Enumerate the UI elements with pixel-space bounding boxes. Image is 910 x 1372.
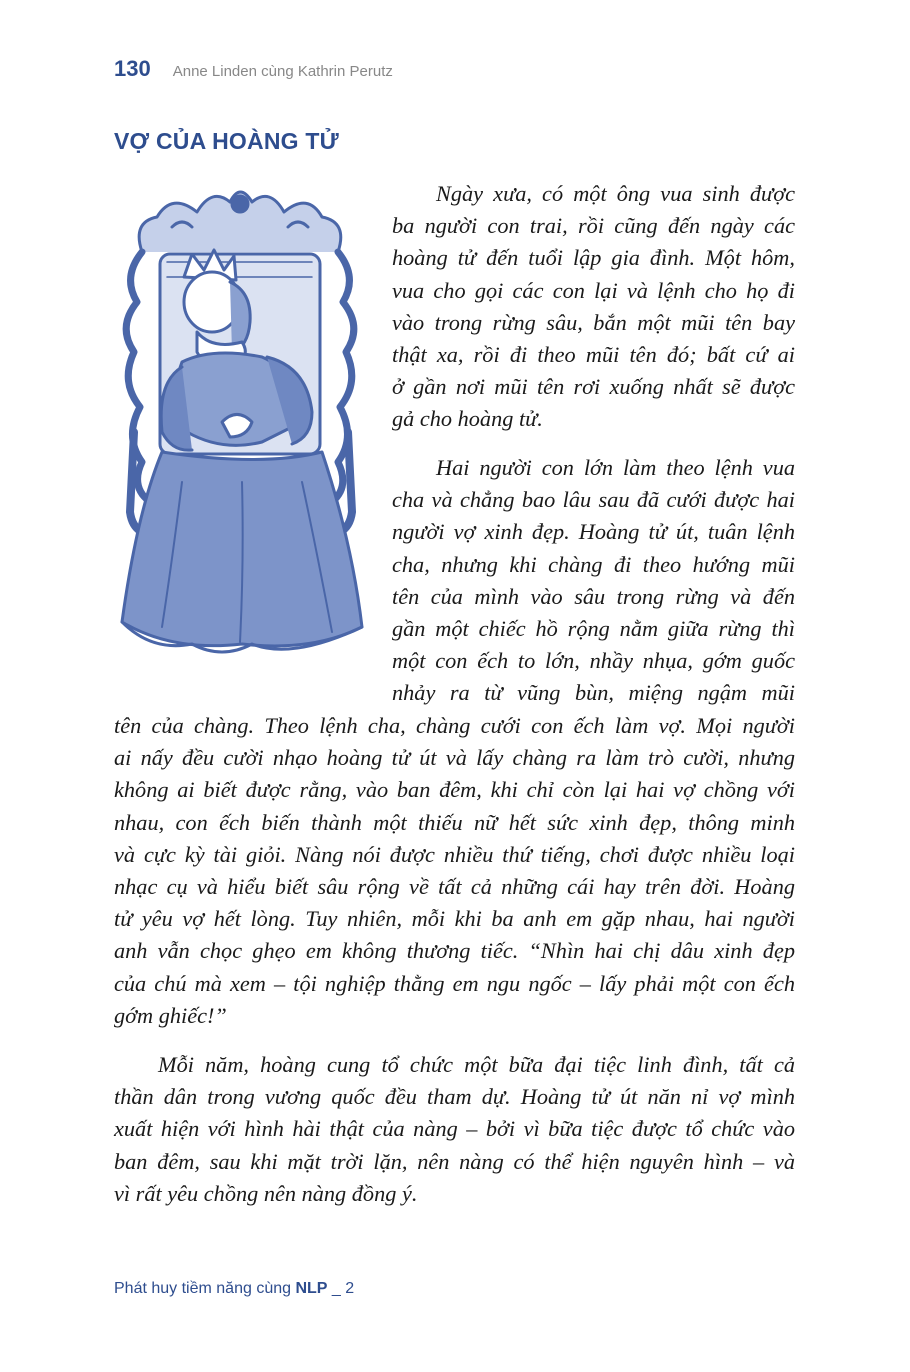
text-line: tử yêu vợ hết lòng. Tuy nhiên, mỗi khi ba anh em gặp nhau, hai người	[114, 906, 795, 932]
text-line: tên của mình vào sâu trong rừng và đến	[392, 583, 795, 609]
text-line: ai nấy đều cười nhạo hoàng tử út và lấy chàng ra làm trò cười, nhưng	[114, 745, 795, 771]
text-line: ba người con trai, rồi cũng đến ngày các	[392, 213, 795, 239]
text-line: và cực kỳ tài giỏi. Nàng nói được nhiều thứ tiếng, chơi được nhiều loại	[114, 841, 795, 867]
paragraph-3	[114, 1049, 795, 1210]
text-line: cha, nhưng khi chàng đi theo hướng mũi	[392, 551, 795, 577]
text-line: ở gần nơi mũi tên rơi xuống nhất sẽ được	[392, 374, 795, 400]
text-line: nhau, con ếch biến thành một thiếu nữ hết sức xinh đẹp, thông minh	[114, 809, 795, 835]
text-line: gớm ghiếc!”	[114, 1002, 227, 1028]
text-line: gả cho hoàng tử.	[392, 406, 543, 432]
page-number: 130	[114, 56, 151, 81]
text-line: hoàng tử đến tuổi lập gia đình. Một hôm,	[392, 245, 795, 271]
text-line: vì rất yêu chồng nên nàng đồng ý.	[114, 1180, 418, 1206]
text-line: người vợ xinh đẹp. Hoàng tử út, tuân lệnh	[392, 519, 795, 545]
text-line: cha và chẳng bao lâu sau đã cưới được hai	[392, 487, 795, 513]
text-line: của chú mà xem – tội nghiệp thằng em ngu ngốc – lấy phải một con ếch	[114, 970, 795, 996]
paragraph-1	[392, 178, 795, 436]
text-line: anh vẫn chọc ghẹo em không thương tiếc. “Nhìn hai chị dâu xinh đẹp	[114, 938, 795, 964]
page-header	[114, 56, 393, 86]
paragraph-2-wide	[114, 710, 795, 1032]
footer-volume: _ 2	[331, 1280, 355, 1297]
running-head: Anne Linden cùng Kathrin Perutz	[172, 63, 393, 80]
story-title: VỢ CỦA HOÀNG TỬ	[114, 128, 339, 154]
text-line: tên của chàng. Theo lệnh cha, chàng cưới con ếch làm vợ. Mọi người	[114, 713, 795, 738]
king-on-throne-illustration	[112, 182, 370, 672]
text-line: vào trong rừng sâu, bắn một mũi tên bay	[392, 309, 795, 335]
footer-book-title: Phát huy tiềm năng cùng	[114, 1280, 292, 1297]
text-line: không ai biết được rằng, vào ban đêm, khi chỉ còn lại hai vợ chồng với	[114, 777, 795, 803]
text-line: một con ếch to lớn, nhầy nhụa, gớm guốc	[392, 648, 795, 674]
text-line: nhảy ra từ vũng bùn, miệng ngậm mũi	[392, 680, 795, 706]
text-line: nhạc cụ và hiểu biết sâu rộng về tất cả những cái hay trên đời. Hoàng	[114, 873, 795, 899]
text-line: thật xa, rồi đi theo mũi tên đó; bất cứ ai	[392, 341, 795, 367]
text-line: Hai người con lớn làm theo lệnh vua	[436, 455, 795, 480]
text-line: thần dân trong vương quốc đều tham dự. Hoàng tử út năn nỉ vợ mình	[114, 1084, 795, 1110]
page-footer	[114, 1280, 354, 1298]
text-line: ban đêm, sau khi mặt trời lặn, nên nàng có thể hiện nguyên hình – và	[114, 1148, 795, 1174]
text-line: vua cho gọi các con lại và lệnh cho họ đi	[392, 277, 795, 303]
footer-book-title-bold: NLP	[295, 1280, 328, 1297]
text-line: Ngày xưa, có một ông vua sinh được	[436, 181, 795, 206]
text-line: Mỗi năm, hoàng cung tổ chức một bữa đại tiệc linh đình, tất cả	[158, 1052, 795, 1077]
paragraph-2-narrow	[392, 452, 795, 710]
text-line: gần một chiếc hồ rộng nằm giữa rừng thì	[392, 615, 795, 641]
text-line: xuất hiện với hình hài thật của nàng – bởi vì bữa tiệc được tổ chức vào	[114, 1116, 795, 1142]
